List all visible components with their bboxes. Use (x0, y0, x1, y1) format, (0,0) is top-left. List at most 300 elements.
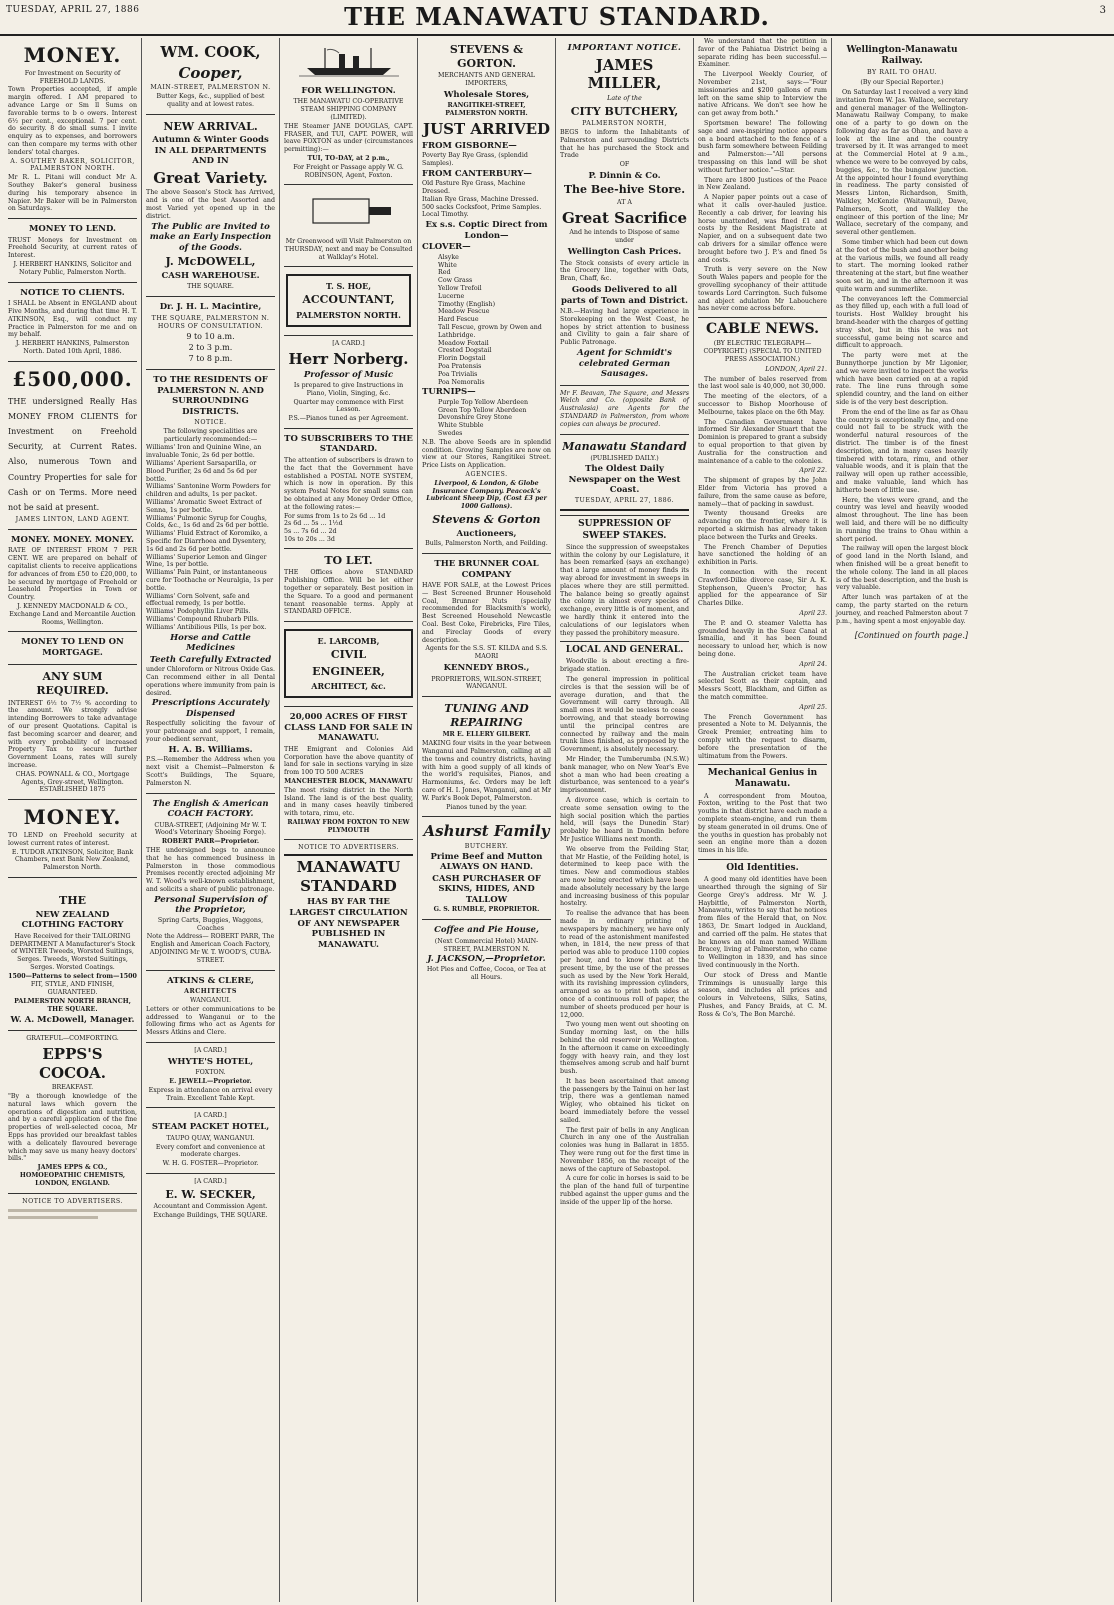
miller-firm: P. Dinnin & Co. (588, 170, 661, 181)
whyte-heading: WHYTE'S HOTEL, (167, 1056, 254, 1067)
local-paragraph: It has been ascertained that among the passengers by the Tainui on her last trip, there was a gentleman named Wigley, who obtained his ticket on board immediately before the vessel sailed. (560, 1077, 689, 1124)
railway-paragraph: Some timber which had been cut down at the foot of the bush and another being at the various mills, we found all ready to start. The morning looked rather threatening at the start, but fine weather soon set in, and in the afternoon it was quite warm and summerlike. (836, 239, 968, 293)
cable-dateline: April 24. (799, 660, 827, 668)
steam-heading: STEAM PACKET HOTEL, (151, 1122, 270, 1133)
larcomb-stamp-title: CIVIL ENGINEER, (312, 648, 385, 678)
agencies-heading: AGENCIES. (465, 471, 508, 479)
residents-body: The following specialities are particularly recommended:— (163, 427, 258, 443)
larcomb-stamp (284, 629, 413, 698)
clover-item: Meadow Foxtail (438, 339, 489, 347)
local-paragraph: A divorce case, which is certain to create some sensation owing to the high social position which the parties held, will (says the Dunedin Star) probably be heard in Dunedin before Mr Justice Williams next month. (560, 797, 689, 843)
acres-advert (284, 707, 413, 840)
local-paragraph: The first pair of bells in any Anglican Church in any one of the Australian colonies was hung in Ballarat in 1855. They were rung out for the first time in November 1856, on the receipt of the news of the capture of Sebastopol. (560, 1126, 689, 1173)
steam-packet-advert (146, 1108, 275, 1174)
cable-dateline: April 25. (799, 703, 827, 711)
macintire-heading: Dr. J. H. L. Macintire, (159, 302, 262, 313)
miller-body3: The Stock consists of every article in the Grocery line, together with Oats, Bran, Chaff, &c. (560, 259, 689, 283)
column-5 (556, 38, 694, 1602)
clients-advert (8, 283, 137, 362)
sg2-heading: Stevens & Gorton (432, 513, 541, 527)
turnip-item: Purple Top Yellow Aberdeen (438, 398, 529, 406)
cook-body: Butter Kegs, &c., supplied of best quality and at lowest rates. (156, 92, 265, 108)
larcomb-stamp-sub: ARCHITECT, &c. (311, 681, 386, 692)
tuning-foot: Pianos tuned by the year. (446, 803, 527, 811)
coach-body: THE undersigned begs to announce that he has commenced business in Palmerston in those commodious Premises recently erected adjoining Mr W. T. Wood's well-known establishment, and solicits a share of public patronage. (146, 847, 275, 893)
hoe-stamp-place: PALMERSTON NORTH. (296, 309, 401, 320)
horse-heading: Horse and Cattle Medicines (170, 632, 251, 654)
cable-paragraph: The number of bales reserved from the last wool sale is 40,000, not 30,000. (698, 375, 827, 391)
any-sum-body: INTEREST 6½ to 7½ % according to the amount. We strongly advise intending Borrowers to take advantage of our present Quotations. Capital is fast becoming scarcer and dearer, and with every probability of increased Property Tax to secure further Government Loans, rates will surely increase. (8, 699, 137, 770)
larcomb-stamp-advert (284, 622, 413, 707)
clover-item: Poa Pratensis (438, 362, 482, 370)
nz-heading: NEW ZEALAND CLOTHING FACTORY (21, 909, 124, 931)
cook-heading: WM. COOK, (160, 43, 261, 61)
whyte-advert (146, 1043, 275, 1109)
nz-heading-the: THE (59, 894, 86, 908)
local-paragraph: Mr Hinder, the Tumberumba (N.S.W.) bank manager, who on New Year's Eve shot a man who had been creating a disturbance, was sentenced to a year's imprisonment. (560, 756, 689, 795)
circulation-sub: HAS BY FAR THE LARGEST CIRCULATION OF ANY NEWSPAPER PUBLISHED IN MANAWATU. (289, 897, 408, 950)
hoe-stamp (286, 274, 411, 327)
epps-advert (8, 1031, 137, 1193)
column-2 (142, 38, 280, 1602)
wellington-heading: FOR WELLINGTON. (301, 85, 396, 96)
any-sum-heading: ANY SUM REQUIRED. (36, 670, 109, 698)
beavan-body: Mr F. Beavan, The Square, and Messrs Welch and Co. (opposite Bank of Australasia) are Agents for the STANDARD in Palmerston, from whom copies can always be procured. (560, 389, 689, 428)
nz-body: Have Received for their TAILORING DEPARTMENT A Manufacturer's Stock of WINTER Tweeds, Worsted Suitings, Serges. Tweeds, Worsted Suitings, Serges. Worsted Coatings. (9, 932, 136, 971)
cable-paragraph: The Australian cricket team have selected Scott as their captain, and Messrs Scott, Blackham, and Giffen as the match committee. (698, 670, 827, 701)
residents-heading: TO THE RESIDENTS OF PALMERSTON N. AND SURROUNDING DISTRICTS. (153, 374, 268, 417)
brunner-agent: Agents for the S.S. ST. KILDA and S.S. MAORI (425, 645, 548, 661)
steamship-icon (299, 44, 399, 78)
to-let-advert (284, 549, 413, 622)
acres-location: MANCHESTER BLOCK, MANAWATU (284, 777, 413, 785)
canterbury-list (422, 180, 551, 219)
prescriptions-signature: H. A. B. Williams. (168, 744, 253, 755)
paper-sub: (PUBLISHED DAILY.) (590, 455, 659, 463)
circulation-notice: NOTICE TO ADVERTISERS. (298, 844, 399, 852)
cable-heading: CABLE NEWS. (698, 317, 827, 338)
tuning-heading: TUNING AND REPAIRING (444, 702, 529, 729)
atkins-place: WANGANUI. (189, 996, 232, 1004)
norberg-advert (284, 336, 413, 429)
brunner-body: HAVE FOR SALE, at the Lowest Prices— Best Screened Brunner Household Coal, Brunner Nuts (specially recommended for Blacksmith's work), Best Screened Household Newcastle Coal. Best Coke, Firebricks, Fire Tiles, and Fireclay Goods of every description. (422, 582, 551, 644)
money-sub: For Investment on Security of FREEHOLD LANDS. (24, 69, 121, 85)
local-paragraph: A cure for colic in horses is said to be the plan of the hand full of turpentine rubbed against the upper gums and the inside of the upper lip of the horse. (560, 1175, 689, 1206)
railway-paragraph: The party were met at the Bunnythorpe junction by Mr Ligonier, and we were invited to inspect the works which have been carried on at a rapid rate. The line runs through some splendid country, and the land on either side is of the very best description. (836, 352, 968, 406)
clover-item: Poa Nemoralis (438, 378, 485, 386)
whyte-card: [A CARD.] (194, 1046, 227, 1054)
railway-paragraph: The railway will open the largest block of good land in the North Island, and when finished will be a great benefit to the whole colony. The land in all places is of the best description, and the bush is very valuable. (836, 545, 968, 592)
macintire-hour-3: 7 to 8 p.m. (188, 354, 233, 364)
clover-item: Hard Fescue (438, 316, 479, 324)
lend-body: TRUST Moneys for Investment on Freehold Security, at current rates of Interest. (8, 236, 137, 260)
circulation-heading: MANAWATU STANDARD (296, 858, 401, 895)
money2-advert (8, 800, 137, 878)
nz-patterns: 1500—Patterns to select from—1500 (8, 972, 137, 980)
sg-address: RANGITIKEI-STREET, PALMERSTON NORTH. (445, 102, 528, 118)
coffee-body: Hot Pies and Coffee, Cocoa, or Tea at all Hours. (426, 965, 547, 981)
williams-item: Williams' Superior Lemon and Ginger Wine, 1s per bottle. (146, 553, 267, 569)
mmm-heading: MONEY. MONEY. MONEY. (11, 534, 134, 545)
turnips-heading: TURNIPS— (422, 387, 476, 398)
acres-railway: RAILWAY FROM FOXTON TO NEW PLYMOUTH (287, 818, 410, 834)
miller-of: OF (619, 161, 630, 169)
williams-item: Williams' Podophyllin Liver Pills. (146, 608, 251, 616)
local-paragraph: To realise the advance that has been made in ordinary printing of newspapers by machinery, we have only to read of the astonishment manifested when, in 1814, the new press of that period was able to produce 1100 copies per hour, and to know that at the present time, by the use of the presses such as used by the New York Herald, with its ravishing impression cylinders, arranged so as to print both sides at once of a continuous roll of paper, the number of sheets produced per hour is 12,000. (560, 910, 689, 1019)
epps-sub: BREAKFAST. (51, 1084, 94, 1092)
clover-item: Alsyke (438, 253, 459, 261)
to-let-heading: TO LET. (324, 553, 373, 567)
clover-item: Red (438, 269, 451, 277)
coach-heading: The English & American COACH FACTORY. (152, 798, 269, 820)
advertisers-heading: NOTICE TO ADVERTISERS. (22, 1197, 123, 1205)
postal-rates (284, 513, 413, 544)
big-money-heading: £500,000. (12, 366, 133, 391)
coach-note: Note the Address— ROBERT PARR, The English and American Coach Factory, ADJOINING Mr W. T. WOOD'S, CUBA-STREET. (146, 933, 275, 964)
column-6 (694, 38, 832, 1602)
ashurst-proprietor: G. S. RUMBLE, PROPRIETOR. (433, 906, 540, 914)
secker-heading: E. W. SECKER, (165, 1187, 256, 1201)
norberg-card: [A CARD.] (332, 339, 365, 347)
news-paragraph: Truth is very severe on the New South Wales papers and people for the grovelling sycophancy of their attitude towards Lord Carrington. Such fulsome and abject adulation Mr Labouchere has never come across before. (698, 266, 827, 313)
greenwood-advert (284, 185, 413, 267)
williams-list (146, 444, 275, 631)
nz-manager: W. A. McDowell, Manager. (10, 1014, 135, 1025)
clover-item: Crested Dogstail (438, 347, 492, 355)
cable-paragraph: The P. and O. steamer Valetta has grounded heavily in the Suez Canal at Ismailia, and it has been found necessary to unload her, which is now being done. (698, 619, 827, 658)
cable-paragraph: The French Chamber of Deputies have sanctioned the holding of an exhibition in Paris. (698, 543, 827, 567)
ashurst-cash: CASH PURCHASER OF SKINS, HIDES, AND TALLOW (432, 873, 541, 905)
cable-dateline: April 22. (799, 467, 827, 475)
postal-rate: 5s ... 7s 6d ... 2d (284, 528, 337, 536)
just-arrived-heading: JUST ARRIVED (422, 119, 551, 138)
clover-item: Yellow Trefoil (438, 284, 482, 292)
coach-advert (146, 794, 275, 971)
miller-city: CITY BUTCHERY, (570, 104, 679, 118)
sg-stores: Wholesale Stores, (443, 89, 530, 100)
norberg-body: Is prepared to give Instructions in Piano, Violin, Singing, &c. (293, 381, 404, 397)
clover-list (422, 254, 551, 387)
agencies-body: Liverpool, & London, & Globe Insurance Company. Peacock's Lubricant Sheep Dip, (Cost £3 per 1000 Gallons). (426, 479, 547, 511)
old-identities-heading: Old Identities. (698, 859, 827, 874)
postal-rate: 10s to 20s ... 3d (284, 535, 335, 543)
norberg-tuned: P.S.—Pianos tuned as per Agreement. (288, 415, 409, 423)
acres-heading: 20,000 ACRES OF FIRST CLASS LAND FOR SALE IN MANAWATU. (284, 712, 413, 744)
mechanical-paragraph: A correspondent from Moutoa, Foxton, writing to the Post that two youths in that district have each made a complete steam-engine, and run them by steam generated in oil drums. One of the youths in question has probably not seen an engine more than a dozen times in his life. (698, 792, 827, 855)
macintire-hour-1: 9 to 10 a.m. (186, 332, 235, 342)
mortgage-advert (8, 632, 137, 665)
wellington-advert (284, 38, 413, 185)
epps-heading: EPPS'S COCOA. (39, 1045, 106, 1082)
prescriptions-ps: P.S.—Remember the Address when you next visit a Chemist—Palmerston & Scott's Buildings, The Square, Palmerston N. (146, 756, 275, 787)
important-notice: IMPORTANT NOTICE. (567, 43, 682, 53)
cable-paragraph: The meeting of the electors, of a successor to Bishop Moorhouse of Melbourne, takes place on the 6th May. (698, 393, 827, 416)
column-1 (4, 38, 142, 1602)
miller-store: The Bee-hive Store. (563, 183, 686, 197)
sg-heading: STEVENS & GORTON. (449, 43, 524, 70)
money-heading: MONEY. (23, 43, 122, 67)
brunner-heading: THE BRUNNER COAL COMPANY (434, 558, 539, 580)
cable-paragraph: The French Government has presented a Note to M. Delyannis, the Greek Premier, entreating him to comply with the request to disarm, before the presentation of the ultimatum from the Powers. (698, 713, 827, 760)
lend-heading: MONEY TO LEND. (28, 224, 117, 235)
money2-body: TO LEND on Freehold security at lowest current rates of interest. (8, 832, 137, 847)
miller-nb: N.B.—Having had large experience in Storekeeping on the West Coast, he hopes by strict attention to business and Civility to gain a fair share of Public Patronage. (560, 308, 689, 347)
hoe-stamp-title: ACCOUNTANT, (302, 293, 395, 307)
turnip-item: White Stubble (438, 422, 484, 430)
canterbury-item: Old Pasture Rye Grass, Machine Dressed. (422, 180, 526, 196)
turnips-note: N.B. The above Seeds are in splendid condition. Growing Samples are now on view at our Stores, Rangitikei Street. Price Lists on Application. (422, 438, 551, 470)
cable-paragraph: The shipment of grapes by the John Elder from Victoria has proved a failure, from the same cause as before, namely—that of packing in sawdust. (698, 477, 827, 508)
mechanical-heading: Mechanical Genius in Manawatu. (698, 764, 827, 790)
cable-dateline: April 23. (799, 609, 827, 617)
cable-dateline: LONDON, April 21. (765, 365, 827, 373)
coach-types: Spring Carts, Buggies, Waggons, Coaches (157, 916, 264, 932)
news-paragraph: Sportsmen beware! The following sage and awe-inspiring notice appears on a board attached to the fence of a bush farm somewhere between Feilding and Palmerston:—"All persons trespassing on this land will be shot without further notice."—Star. (698, 119, 827, 174)
williams-item: Williams' Iron and Quinine Wine, an invaluable Tonic, 2s 6d per bottle. (146, 444, 262, 460)
pointing-hand-icon (299, 191, 399, 231)
miller-heading: JAMES MILLER, (587, 55, 662, 93)
williams-advert (146, 370, 275, 794)
coptic-heading: Ex s.s. Coptic Direct from London— (425, 220, 548, 241)
williams-item: Williams' Compound Rhubarb Pills. (146, 616, 259, 624)
money-note: Mr R. L. Pitani will conduct Mr A. Southey Baker's general business during his temporary absence in Napier. Mr Baker will be in Palmerston on Saturdays. (8, 174, 137, 213)
railway-byline: (By our Special Reporter.) (860, 79, 944, 87)
railway-article (836, 42, 968, 641)
macintire-address: THE SQUARE, PALMERSTON N. (151, 314, 270, 322)
canterbury-item: 500 sacks Cocksfoot, Prime Samples. (422, 203, 542, 211)
atkins-advert (146, 971, 275, 1043)
railway-paragraph: Here, the views were grand, and the country was level and heavily wooded almost throughout. The line has been well laid, and there will be no difficulty in running the trains to Ohau within a short period. (836, 496, 968, 543)
secker-card: [A CARD.] (194, 1177, 227, 1185)
masthead-page-number: 3 (1099, 5, 1106, 16)
coach-proprietor: ROBERT PARR—Proprietor. (161, 838, 260, 846)
cable-paragraph: The Canadian Government have informed Sir Alexander Stuart that the Dominion is prepared to grant a subsidy to equal proportion to that given by Australia for the construction and maintenance of a cable to the colonies. (698, 418, 827, 465)
williams-item: Williams' Pain Paint, or instantaneous cure for Toothache or Neuralgia, 1s per bottle. (146, 569, 274, 592)
ashurst-heading: Ashurst Family (423, 822, 550, 841)
miller-address: PALMERSTON NORTH, (582, 120, 667, 128)
paper-heading: Manawatu Standard (562, 439, 687, 453)
teeth-body: under Chloroform or Nitrous Oxide Gas. Can recommend either in all Dental operations where immunity from pain is desired. (146, 666, 275, 697)
news-paragraph: A Napier paper points out a case of what it calls over-hauled justice. Recently a cab driver, for leaving his horse unattended, was fined £1 and costs by the Resident Magistrate at Napier, and on a subsequent date two cab drivers for a similar offence were brought before two J. P.'s and fined 5s and costs. (698, 194, 827, 264)
macintire-hours: HOURS OF CONSULTATION. (157, 323, 264, 331)
clover-item: Lucerne (438, 292, 465, 300)
money2-signature: E. TUDOR ATKINSON, Solicitor, Bank Chambers, next Bank New Zealand, Palmerston North. (11, 848, 134, 872)
williams-item: Williams' Aromatic Sweet Extract of Senna, 1s per bottle. (146, 499, 262, 514)
clients-heading: NOTICE TO CLIENTS. (20, 287, 125, 298)
turnip-item: Swedes (438, 430, 463, 438)
tuning-advert (422, 697, 551, 817)
brunner-advert (422, 554, 551, 697)
mmm-advert (8, 530, 137, 633)
masthead (0, 0, 1114, 36)
masthead-title: THE MANAWATU STANDARD. (344, 2, 770, 31)
continued-note: [Continued on fourth page.] (854, 631, 968, 641)
coach-supervision: Personal Supervision of the Proprietor, (154, 894, 267, 916)
whyte-body: Express in attendance on arrival every Train. Excellent Table Kept. (148, 1086, 273, 1102)
clover-item: Tall Fescue, grown by Owen and Lathbridge. (438, 323, 542, 339)
williams-item: Williams' Fluid Extract of Koromiko, a Specific for Diarrhoea and Dysentery, 1s 6d and 2s 6d per bottle. (146, 530, 268, 553)
miller-at: AT A (617, 199, 632, 207)
cook-sub: Cooper, (178, 63, 243, 82)
arrival-advert (146, 115, 275, 298)
miller-late: Late of the (607, 94, 642, 102)
advertisers-notice (8, 1194, 137, 1228)
wellington-body: THE Steamer JANE DOUGLAS, CAPT. FRASER, and TUI, CAPT. POWER, will leave FOXTON as under (circumstances permitting):— (284, 122, 413, 154)
norberg-heading: Herr Norberg. (288, 349, 409, 368)
old-identities-paragraph: Our stock of Dress and Mantle Trimmings is unusually large this season, and includes all prices and colours in Velveteens, Silks, Satins, Plushes, and Fancy Braids, at C. M. Ross & Co's, The Bon Marché. (698, 971, 827, 1018)
secker-advert (146, 1174, 275, 1225)
cable-paragraph: In connection with the recent Crawford-Dilke divorce case, Sir A. K. Stephenson, Queen's Proctor, has applied for the appearance of Sir Charles Dilke. (698, 568, 827, 608)
railway-paragraph: From the end of the line as far as Ohau the country is exceptionally fine, and one could not fail to be struck with the wonderful natural resources of the district. The timber is of the finest description, and in many cases heavily timbered with totara, rimu, and other valuable woods, and it is plain that the railway will open up rather accessible, and make valuable, land which has hitherto been of little use. (836, 408, 968, 494)
macintire-hour-2: 2 to 3 p.m. (188, 343, 233, 353)
coffee-proprietor: J. JACKSON,—Proprietor. (427, 954, 546, 965)
clover-heading: CLOVER— (422, 242, 471, 253)
whyte-place: FOXTON. (195, 1069, 226, 1077)
canterbury-item: Local Timothy. (422, 211, 469, 219)
turnips-list (422, 399, 551, 438)
lend-advert (8, 219, 137, 283)
miller-body: BEGS to inform the Inhabitants of Palmerston and surrounding Districts that he has purchased the Stock and Trade (560, 128, 689, 160)
acres-text: The most rising district in the North Island. The land is of the best quality, and in many cases heavily timbered with totara, rimu, etc. (284, 786, 413, 818)
williams-item: Williams' Pulmonic Syrup for Coughs, Colds, &c., 1s 6d and 2s 6d per bottle. (146, 514, 269, 530)
sg-sub: MERCHANTS AND GENERAL IMPORTERS, (438, 72, 535, 88)
prescriptions-body: Respectfully soliciting the favour of your patronage and support, I remain, your obedient servant, (146, 720, 275, 744)
from-gisborne-body: Poverty Bay Rye Grass, (splendid Samples). (422, 152, 528, 167)
atkins-heading: ATKINS & CLERE, (166, 975, 255, 986)
arrival-heading: NEW ARRIVAL. (163, 119, 258, 133)
sweep-heading: SUPPRESSION OF SWEEP STAKES. (560, 515, 689, 541)
nz-clothing-advert (8, 878, 137, 1031)
local-heading: LOCAL AND GENERAL. (560, 641, 689, 656)
arrival-invite: The Public are Invited to make an Early Inspection of the Goods. (149, 221, 272, 253)
clients-signature: J. HERBERT HANKINS, Palmerston North. Dated 10th April, 1886. (15, 340, 130, 355)
steam-address: TAUPO QUAY, WANGANUI. (166, 1134, 255, 1142)
miller-advert (560, 38, 689, 386)
railway-paragraph: The conveyances left the Commercial as they filled up, each with a full load of tourists. Host Walkley brought his brand-header with the charges of getting stray shot, but in this he was not successful, game being not scarce and difficult to approach. (836, 295, 968, 350)
money-body: Town Properties accepted, if ample margin offered. I AM prepared to advance Large or Sm ll Sums on favorable terms to b o owers. Interest 6½ per cent., exceptional. 7 per cent. do security. 8 do small sums. I invite enquiry as to expenses, and borrowers can then compare my terms with other lenders' total charges. (8, 86, 137, 156)
williams-item: Williams' Corn Solvent, safe and effectual remedy, 1s per bottle. (146, 592, 250, 608)
ashurst-advert (422, 817, 551, 920)
money-advert (8, 38, 137, 219)
miller-goods: Goods Delivered to all parts of Town and District. (560, 284, 689, 306)
lend-signature: J. HERBERT HANKINS, Solicitor and Notary Public, Palmerston North. (13, 261, 132, 276)
local-paragraph: Two young men went out shooting on Sunday morning last, on the hills behind the old reservoir in Wellington. In the afternoon it came on exceedingly foggy with heavy rain, and they lost themselves among scrub and half burnt bush. (560, 1021, 689, 1076)
postal-rate: 2s 6d ... 5s ... 1½d (284, 520, 343, 528)
residents-notice: NOTICE. (194, 419, 227, 427)
column-6-text (698, 38, 827, 1018)
miller-prices: Wellington Cash Prices. (567, 247, 682, 258)
kennedy-heading: KENNEDY BROS., (443, 663, 530, 674)
clover-item: Cow Grass (438, 277, 473, 285)
paper-nameplate (560, 435, 689, 512)
clover-item: White (438, 261, 457, 269)
steam-card: [A CARD.] (194, 1112, 227, 1120)
postal-rate: For sums from 1s to 2s 6d ... 1d (284, 512, 386, 520)
coach-address: CUBA-STREET, (Adjoining Mr W. T. Wood's Veterinary Shoeing Forge). (154, 821, 267, 837)
big-money-body: THE undersigned Really Has MONEY FROM CLIENTS for Investment on Freehold Security, at Current Rates. Also, numerous Town and Country Properties for sale for Cash or on Terms. More need not be said at present. (8, 396, 137, 512)
kennedy-sub: PROPRIETORS, WILSON-STREET, WANGANUI. (431, 675, 542, 691)
arrival-sub: Autumn & Winter Goods IN ALL DEPARTMENTS AND IN (152, 135, 269, 167)
masthead-date: TUESDAY, APRIL 27, 1886 (6, 5, 140, 15)
sg2-address: Bulls, Palmerston North, and Feilding. (425, 540, 548, 548)
subscribers-body: The attention of subscribers is drawn to the fact that the Government have established a POSTAL NOTE SYSTEM, which is now in operation. By this system Postal Notes for small sums can be obtained at any Money Order Office, at the following rates:— (284, 456, 413, 511)
teeth-heading: Teeth Carefully Extracted (149, 654, 272, 665)
atkins-sub: ARCHITECTS (184, 988, 237, 996)
railway-paragraph: On Saturday last I received a very kind invitation from W. Jas. Wallace, secretary and general manager of the Wellington-Manawatu Railway Company, to make one of a party to go down on the following day as far as Ohau, and have a look at the line and the country traversed by it. It was arranged to meet at the Commercial Hotel at 9 a.m., whence we were to be conveyed by cabs, buggies, &c., to the bungalow junction. At the appointed hour I found everything in readiness. The party consisted of Messrs Linton, Richardson, Smith, Walkley, McKenzie (Waitaunui), Dawe, Palmerson, Scott, and Walkley the engineer of this portion of the line; Mr Wallace, secretary of the company, and several other gentlemen. (836, 88, 968, 237)
macintire-advert (146, 297, 275, 370)
news-paragraph: The Liverpool Weekly Courier, of November 21st, says:—"Four missionaries and $200 gallons of rum left on the same ship to Interview the native Africans. We don't see how he can get away from both." (698, 71, 827, 118)
from-gisborne: FROM GISBORNE— (422, 140, 517, 151)
news-paragraph: We understand that the petition in favor of the Pahiatua District being a separate riding has been successful.—Examiner. (698, 38, 827, 69)
cook-address: MAIN-STREET, PALMERSTON N. (150, 84, 271, 92)
subscribers-advert (284, 429, 413, 549)
clients-body: I SHALL be Absent in ENGLAND about Five Months, and during that time H. T. ATKINSON, Esq., will conduct my Practice in Palmerston for me and on my behalf. (8, 300, 137, 339)
whyte-proprietor: E. JEWELL—Proprietor. (169, 1078, 252, 1086)
railway-sub: BY RAIL TO OHAU. (867, 69, 937, 77)
big-money-advert (8, 362, 137, 530)
tuning-by: MR E. ELLERY GILBERT. (442, 731, 531, 739)
ashurst-prime: Prime Beef and Mutton ALWAYS ON HAND. (430, 851, 543, 873)
cable-agency: (BY ELECTRIC TELEGRAPH—COPYRIGHT.) (SPECIAL TO UNITED PRESS ASSOCIATION.) (703, 340, 822, 364)
turnip-item: Green Top Yellow Aberdeen (438, 406, 527, 414)
mcdowell-heading: J. McDOWELL, (165, 255, 256, 269)
hoe-stamp-name: T. S. HOE, (326, 281, 371, 292)
clover-item: Poa Trivialis (438, 370, 478, 378)
coffee-advert (422, 920, 551, 986)
clover-item: Meadow Fescue (438, 308, 490, 316)
epps-body: "By a thorough knowledge of the natural laws which govern the operations of digestion and nutrition, and by a careful application of the fine properties of well-selected cocoa, Mr Epps has provided our breakfast tables with a delicately flavoured beverage which may save us many heavy doctors' bills." (8, 1092, 137, 1163)
circulation-advert (284, 840, 413, 955)
money-signature: A. SOUTHEY BAKER, SOLICITOR, PALMERSTON NORTH. (10, 157, 135, 173)
hoe-stamp-advert (284, 267, 413, 336)
cable-paragraph: Twenty thousand Greeks are advancing on the frontier, where it is reported a skirmish has already taken place between the Turks and Greeks. (698, 510, 827, 541)
sg2-sub: Auctioneers, (456, 528, 517, 539)
coffee-address: (Next Commercial Hotel) MAIN-STREET, PALMERSTON N. (434, 937, 539, 953)
to-let-body: THE Offices above STANDARD Publishing Office. Will be let either together or separately. Best position in the Square. To a good and permanent tenant reasonable terms. Apply at STANDARD OFFICE. (284, 569, 413, 616)
editorial (560, 515, 689, 1206)
mcdowell-sub: CASH WAREHOUSE. (161, 270, 260, 281)
williams-item: Williams' Santonine Worm Powders for children and adults, 1s per packet. (146, 483, 271, 499)
any-sum-signature: CHAS. POWNALL & CO., Mortgage Agents, Grey-street, Wellington. ESTABLISHED 1875 (15, 770, 130, 794)
mmm-signature: J. KENNEDY MACDONALD & CO., Exchange Land and Mercantile Auction Rooms, Wellington. (9, 602, 136, 626)
mcdowell-address: THE SQUARE. (187, 283, 234, 291)
nz-branch: PALMERSTON NORTH BRANCH, THE SQUARE. (14, 998, 131, 1013)
secker-sub: Accountant and Commission Agent. (153, 1203, 268, 1211)
larcomb-stamp-name: E. LARCOMB, (317, 636, 380, 647)
arrival-body: The above Season's Stock has Arrived, and is one of the best Assorted and most Varied yet opened up in the district. (146, 189, 275, 220)
paper-date: TUESDAY, APRIL 27, 1886. (574, 496, 675, 504)
old-identities-paragraph: A good many old identities have been unearthed through the signing of Sir George Grey's address. Mr W. J. Haybittle, of Palmerston North, Manawatu, writes to say that he notices from files of the Herald that, on Nov. 1863, Dr. Smart lodged in Auckland, and carried off the palm. He states that he knows an old man named William Bracey, living at Palmerston, who came to Wellington in 1839, and has since lived continuously in the North. (698, 876, 827, 969)
canterbury-item: Italian Rye Grass, Machine Dressed. (422, 195, 539, 203)
mortgage-heading: MONEY TO LEND ON MORTGAGE. (21, 637, 124, 658)
local-paragraph: Woodville is about erecting a fire-brigade station. (560, 658, 689, 674)
atkins-body: Letters or other communications to be addressed to Wanganui or to the following firms who act as Agents for Messrs Atkins and Clere. (146, 1005, 275, 1037)
from-canterbury: FROM CANTERBURY— (422, 168, 532, 179)
epps-pre: GRATEFUL—COMFORTING. (26, 1035, 119, 1043)
tuning-body: MAKING four visits in the year between Wanganui and Palmerston, calling at all the towns and country districts, having with him a good supply of all kinds of the world's requisites, Pianos, and Harmoniums, &c. Orders may be left care of H. I. Jones, Wanganui, and at Mr W. Park's Book Depot, Palmerston. (422, 740, 551, 802)
acres-body: THE Emigrant and Colonies Aid Corporation have the above quantity of land for sale in sections varying in size from 100 TO 500 ACRES (284, 745, 413, 777)
any-sum-advert (8, 665, 137, 800)
epps-signature: JAMES EPPS & CO., HOMOEOPATHIC CHEMISTS, LONDON, ENGLAND. (19, 1164, 126, 1187)
beavan-notice (560, 386, 689, 435)
norberg-terms: Quarter may commence with First Lesson. (293, 398, 404, 414)
greenwood-body: Mr Greenwood will Visit Palmerston on THURSDAY, next and may be Consulted at Walklay's Hotel. (284, 238, 413, 261)
williams-item: Williams' Aperient Sarsaparilla, or Blood Purifier, 2s 6d and 5s 6d per bottle. (146, 460, 257, 483)
ashurst-sub: BUTCHERY. (464, 842, 509, 850)
subscribers-heading: TO SUBSCRIBERS TO THE STANDARD. (284, 433, 413, 455)
column-7 (832, 38, 972, 1602)
money2-heading: MONEY. (23, 805, 122, 830)
